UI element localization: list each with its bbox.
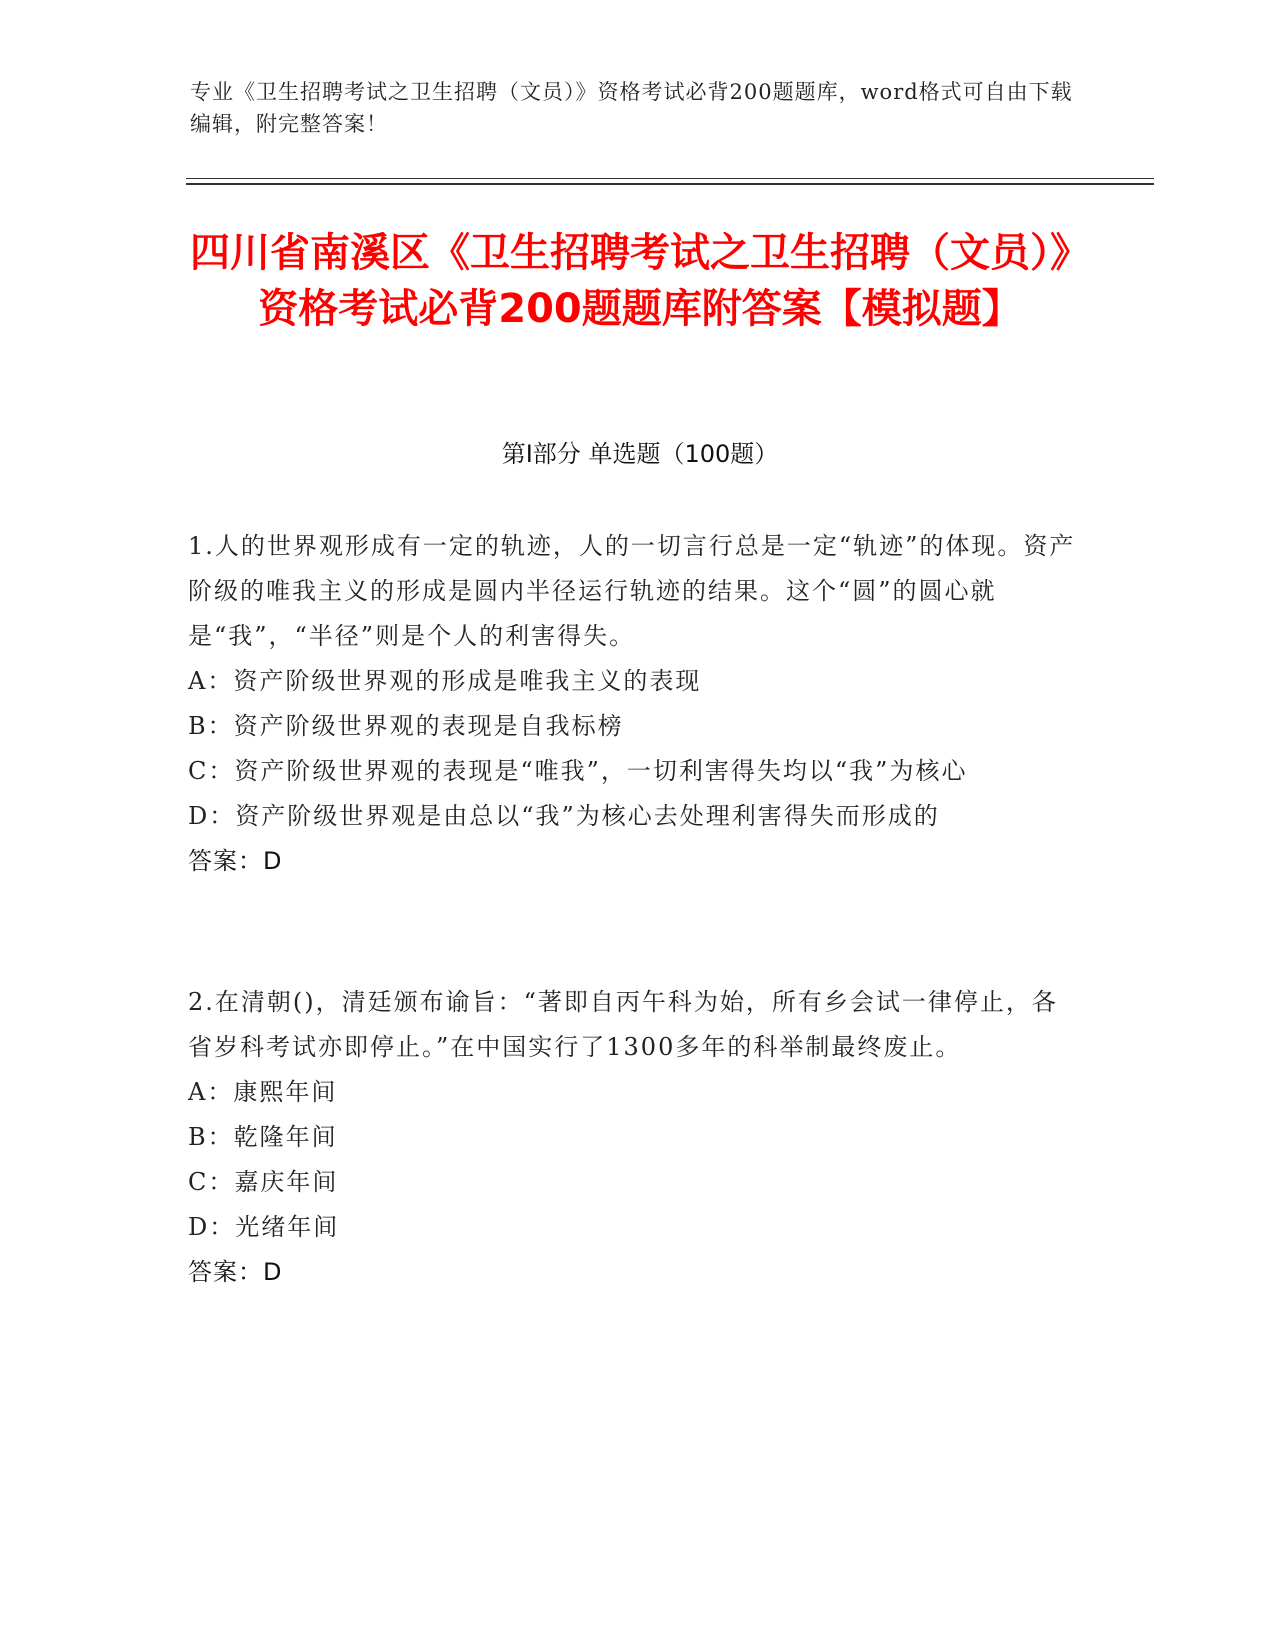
answer-line: 答案：D (188, 1258, 283, 1286)
option-a: A：康熙年间 (188, 1078, 338, 1106)
header-divider-thick (186, 183, 1154, 185)
document-title: 四川省南溪区《卫生招聘考试之卫生招聘（文员）》资格考试必背200题题库附答案【模拟题】 (190, 230, 1090, 332)
header-divider-thin (186, 178, 1154, 179)
section-heading: 第Ⅰ部分 单选题（100题） (501, 440, 779, 468)
option-b: B：资产阶级世界观的表现是自我标榜 (188, 712, 624, 740)
option-a: A：资产阶级世界观的形成是唯我主义的表现 (188, 667, 702, 695)
option-d: D：光绪年间 (188, 1213, 340, 1241)
question-stem: 2.在清朝()，清廷颁布谕旨：“著即自丙午科为始，所有乡会试一律停止，各省岁科考试亦即停止。”在中国实行了1300多年的科举制最终废止。 (188, 988, 1058, 1061)
question-block (188, 524, 1078, 884)
question-block (188, 980, 1078, 1295)
header-note: 专业《卫生招聘考试之卫生招聘（文员）》资格考试必背200题题库，word格式可自由下载编辑，附完整答案！ (190, 80, 1073, 136)
option-c: C：资产阶级世界观的表现是“唯我”，一切利害得失均以“我”为核心 (188, 757, 968, 785)
question-stem: 1.人的世界观形成有一定的轨迹，人的一切言行总是一定“轨迹”的体现。资产阶级的唯我主义的形成是圆内半径运行轨迹的结果。这个“圆”的圆心就是“我”，“半径”则是个人的利害得失。 (188, 532, 1076, 650)
option-c: C：嘉庆年间 (188, 1168, 339, 1196)
answer-line: 答案：D (188, 847, 283, 875)
option-d: D：资产阶级世界观是由总以“我”为核心去处理利害得失而形成的 (188, 802, 940, 830)
option-b: B：乾隆年间 (188, 1123, 338, 1151)
